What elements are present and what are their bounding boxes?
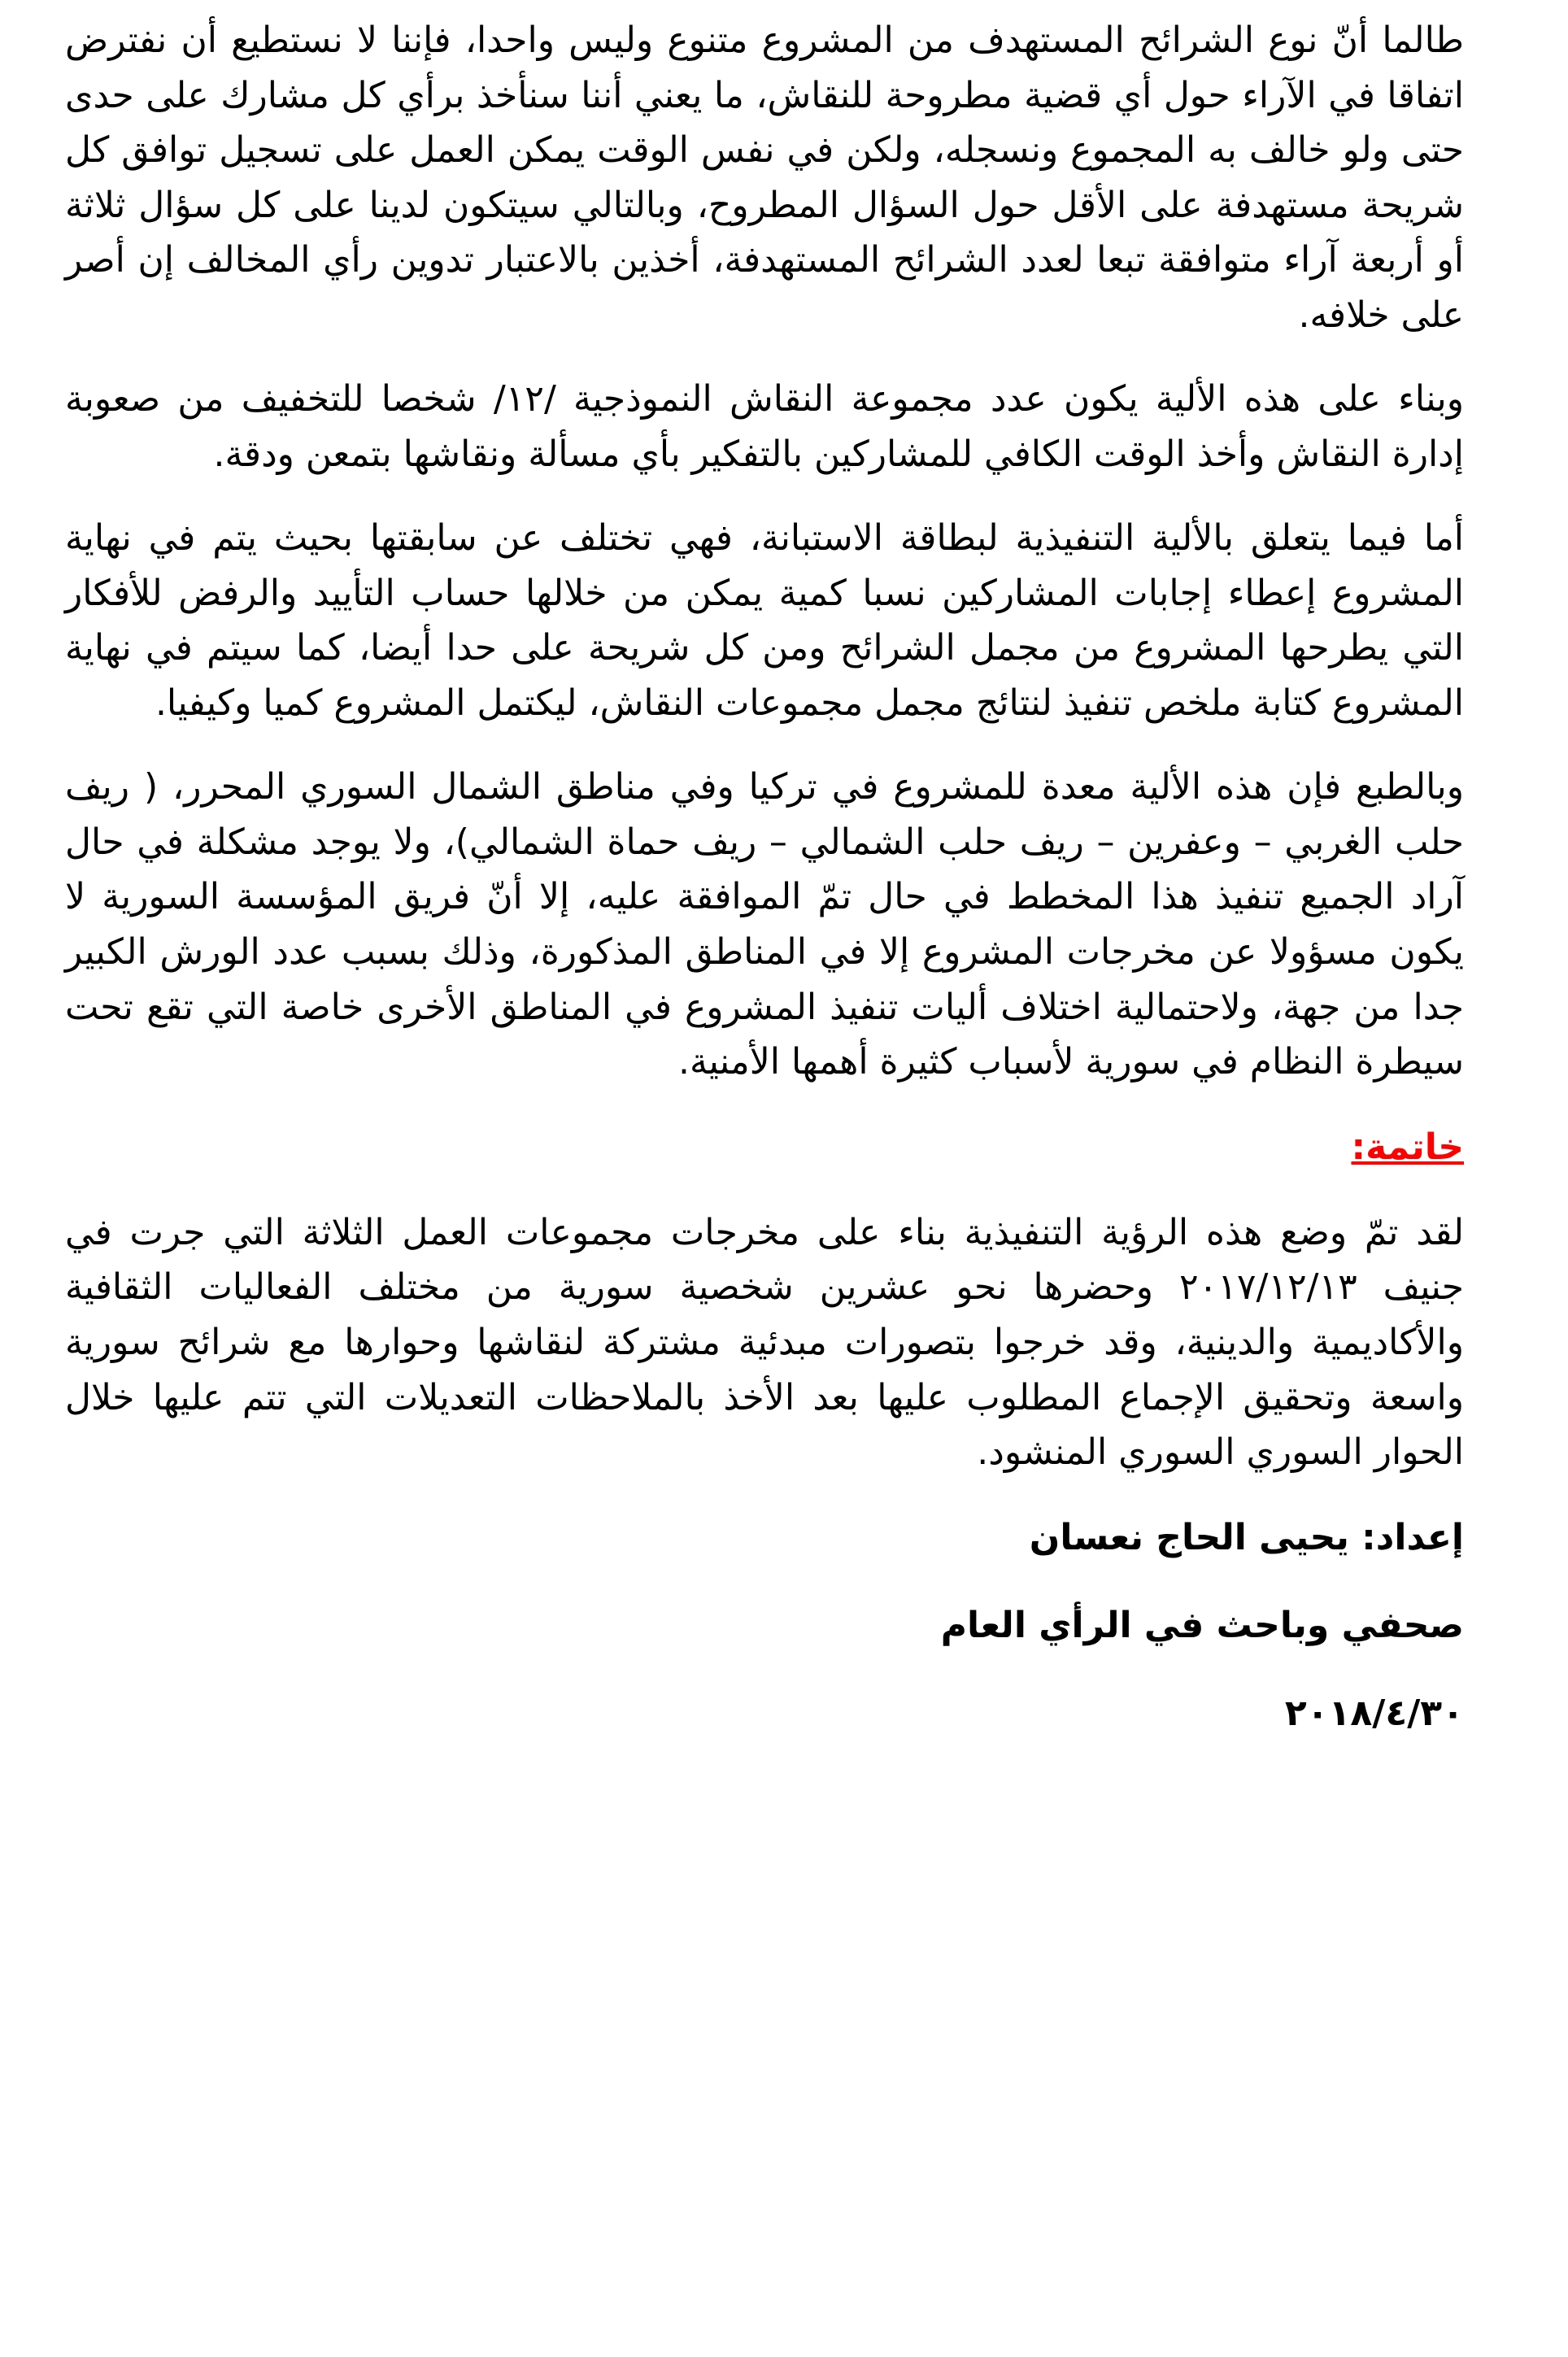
paragraph-questionnaire: أما فيما يتعلق بالألية التنفيذية لبطاقة الاستبانة، فهي تختلف عن سابقتها بحيث يتم في نهاية المشروع إعطاء إجابات المشاركين نسبا كمية يمكن من خلالها حساب التأييد والرفض للأفكار التي يطرحها المشروع من مجمل الشرائح ومن كل شريحة على حدا أيضا، كما سيتم في نهاية المشروع كتابة ملخص تنفيذ لنتائج مجمل مجموعات النقاش، ليكتمل المشروع كميا وكيفيا.: [65, 517, 1464, 724]
document-date: ٢٠١٨/٤/٣٠: [1284, 1693, 1464, 1735]
author-line: إعداد: يحيى الحاج نعسان: [1029, 1516, 1464, 1558]
conclusion-text: لقد تمّ وضع هذه الرؤية التنفيذية بناء على مخرجات مجموعات العمل الثلاثة التي جرت في جنيف ٢٠١٧/١٢/١٣ وحضرها نحو عشرين شخصية سورية من مختلف الفعاليات الثقافية والأكاديمية والدينية، وقد خرجوا بتصورات مبدئية مشتركة لنقاشها وحوارها مع شرائح سورية واسعة وتحقيق الإجماع المطلوب عليها بعد الأخذ بالملاحظات التعديلات التي تتم عليها خلال الحوار السوري السوري المنشود.: [65, 1211, 1464, 1474]
author-role: صحفي وباحث في الرأي العام: [940, 1605, 1464, 1646]
conclusion-heading: خاتمة:: [1351, 1126, 1464, 1168]
paragraph-regions: وبالطبع فإن هذه الألية معدة للمشروع في تركيا وفي مناطق الشمال السوري المحرر، ( ريف حلب الغربي – وعفرين – ريف حلب الشمالي – ريف حماة الشمالي)، ولا يوجد مشكلة في حال آراد الجميع تنفيذ هذا المخطط في حال تمّ الموافقة عليه، إلا أنّ فريق المؤسسة السورية لا يكون مسؤولا عن مخرجات المشروع إلا في المناطق المذكورة، وذلك بسبب عدد الورش الكبير جدا من جهة، ولاحتمالية اختلاف أليات تنفيذ المشروع في المناطق الأخرى خاصة التي تقع تحت سيطرة النظام في سورية لأسباب كثيرة أهمها الأمنية.: [65, 766, 1464, 1083]
document-page: [65, 13, 1464, 1774]
paragraph-target-groups: طالما أنّ نوع الشرائح المستهدف من المشروع متنوع وليس واحدا، فإننا لا نستطيع أن نفترض اتفاقا في الآراء حول أي قضية مطروحة للنقاش، ما يعني أننا سنأخذ برأي كل مشارك على حدى حتى ولو خالف به المجموع ونسجله، ولكن في نفس الوقت يمكن العمل على تسجيل توافق كل شريحة مستهدفة على الأقل حول السؤال المطروح، وبالتالي سيتكون لدينا على كل سؤال ثلاثة أو أربعة آراء متوافقة تبعا لعدد الشرائح المستهدفة، أخذين بالاعتبار تدوين رأي المخالف إن أصر على خلافه.: [65, 20, 1464, 336]
paragraph-group-size: وبناء على هذه الألية يكون عدد مجموعة النقاش النموذجية /١٢/ شخصا للتخفيف من صعوبة إدارة النقاش وأخذ الوقت الكافي للمشاركين بالتفكير بأي مسألة ونقاشها بتمعن ودقة.: [65, 378, 1464, 475]
